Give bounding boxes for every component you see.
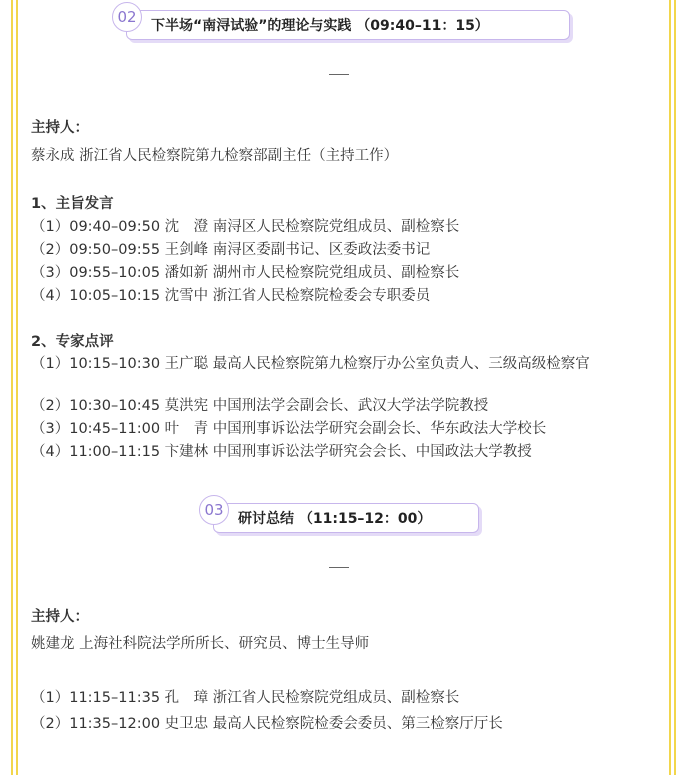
part1-title: 1、主旨发言 bbox=[31, 196, 114, 212]
left-border-line-outer bbox=[11, 0, 13, 775]
part1-item: （4）10:05–10:15 沈雪中 浙江省人民检察院检委会专职委员 bbox=[31, 288, 431, 304]
section-02-divider bbox=[329, 74, 349, 75]
section-02-host: 蔡永成 浙江省人民检察院第九检察部副主任（主持工作） bbox=[31, 148, 399, 164]
section-03-item: （2）11:35–12:00 史卫忠 最高人民检察院检委会委员、第三检察厅厅长 bbox=[31, 716, 503, 732]
section-02-badge: 02 bbox=[112, 2, 142, 32]
part2-item: （1）10:15–10:30 王广聪 最高人民检察院第九检察厅办公室负责人、三级高级检察官 bbox=[31, 356, 590, 372]
right-border-line-outer bbox=[674, 0, 676, 775]
section-02-host-label: 主持人： bbox=[31, 120, 89, 136]
section-03-header bbox=[199, 495, 484, 541]
section-03-host: 姚建龙 上海社科院法学所所长、研究员、博士生导师 bbox=[31, 636, 370, 652]
part1-item: （2）09:50–09:55 王剑峰 南浔区委副书记、区委政法委书记 bbox=[31, 242, 431, 258]
part1-item: （3）09:55–10:05 潘如新 湖州市人民检察院党组成员、副检察长 bbox=[31, 265, 460, 281]
section-02-header bbox=[112, 2, 572, 48]
section-03-divider bbox=[329, 567, 349, 568]
part2-item: （4）11:00–11:15 卞建林 中国刑事诉讼法学研究会会长、中国政法大学教授 bbox=[31, 444, 532, 460]
part2-item: （3）10:45–11:00 叶 青 中国刑事诉讼法学研究会副会长、华东政法大学校长 bbox=[31, 421, 547, 437]
part2-title: 2、专家点评 bbox=[31, 334, 114, 350]
right-border-line-inner bbox=[669, 0, 671, 775]
section-02-title: 下半场“南浔试验”的理论与实践 （09:40–11：15） bbox=[126, 10, 570, 40]
part2-item: （2）10:30–10:45 莫洪宪 中国刑法学会副会长、武汉大学法学院教授 bbox=[31, 398, 489, 414]
section-03-item: （1）11:15–11:35 孔 璋 浙江省人民检察院党组成员、副检察长 bbox=[31, 690, 460, 706]
section-03-badge: 03 bbox=[199, 495, 229, 525]
left-border-line-inner bbox=[16, 0, 18, 775]
part1-item: （1）09:40–09:50 沈 澄 南浔区人民检察院党组成员、副检察长 bbox=[31, 219, 460, 235]
section-03-host-label: 主持人： bbox=[31, 609, 89, 625]
section-03-title: 研讨总结 （11:15–12：00） bbox=[213, 503, 479, 533]
